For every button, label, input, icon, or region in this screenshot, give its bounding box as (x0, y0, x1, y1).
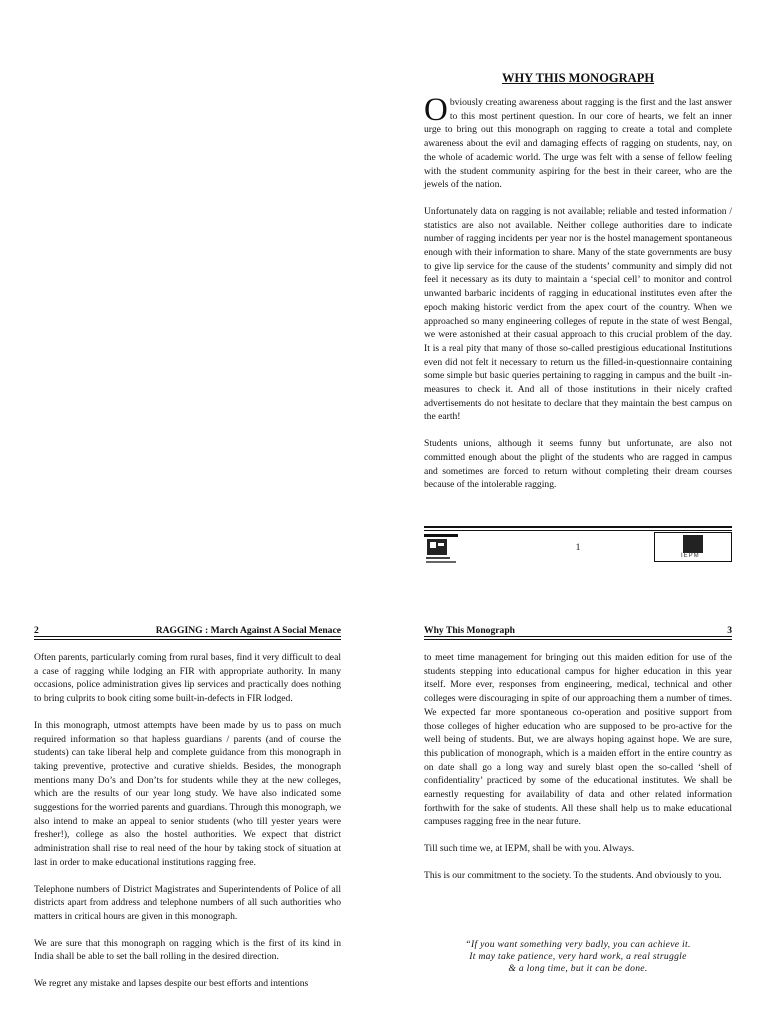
paragraph-first-of-kind: We are sure that this monograph on ragging which is the first of its kind in India shall be able to set the ball rolling in the desired direction. (34, 937, 341, 963)
iepm-emblem-icon (683, 535, 703, 553)
quote-line: “If you want something very badly, you can achieve it. (465, 938, 691, 950)
footer-rule (424, 530, 732, 531)
header-rule (34, 639, 341, 640)
page-3 (424, 618, 732, 1024)
page-footer (424, 526, 732, 564)
page-number: 3 (727, 625, 732, 636)
running-title: RAGGING : March Against A Social Menace (155, 625, 341, 636)
paragraph-regret: We regret any mistake and lapses despite our best efforts and intentions (34, 978, 309, 990)
header-rule (424, 639, 732, 640)
quote-line: & a long time, but it can be done. (508, 962, 648, 974)
quote-line: It may take patience, very hard work, a real struggle (469, 950, 687, 962)
page-1 (424, 60, 732, 570)
iepm-logo-text: IEPM (681, 553, 700, 559)
paragraph-student-unions: Students unions, although it seems funny but unfortunate, are also not committed enough about the plight of the students who are ragged in campus and sometimes are forced to return without completing their dream courses because of the intolerable ragging. (424, 438, 732, 491)
closing-quote (424, 939, 732, 975)
paragraph-iepm-with-you: Till such time we, at IEPM, shall be with you. Always. (424, 843, 635, 855)
page-header (34, 618, 341, 637)
page-number: 2 (34, 625, 39, 636)
page-number: 1 (575, 542, 581, 553)
drop-cap: O (424, 92, 448, 128)
paragraph-intro (424, 92, 732, 192)
running-title: Why This Monograph (424, 625, 515, 636)
iepm-logo (654, 532, 732, 562)
paragraph-telephone-numbers: Telephone numbers of District Magistrates and Superintendents of Police of all districts apart from address and telephone numbers of all such authorities who matters in critical hours are given in this monograph. (34, 883, 341, 922)
page-title: WHY THIS MONOGRAPH (501, 71, 655, 85)
paragraph-intro-text: bviously creating awareness about ragging is the first and the last answer to this most pertinent question. In our core of hearts, we felt an inner urge to bring out this monograph on ragging to create a total and complete awareness about the evil and damaging effects of ragging on students, nay, on the whole of academic world. The urge was felt with a sense of fellow feeling with the student community aspiring for the best in their career, who are the jewels of the nation. (424, 97, 732, 191)
paragraph-parents-fir: Often parents, particularly coming from rural bases, find it very difficult to deal a case of ragging while lodging an FIR with appropriate authority. In many occasions, police administration gives lip services and practically does nothing to bring culprits to book citing some built-in-defects in FIR lodged. (34, 652, 341, 705)
paragraph-commitment: This is our commitment to the society. To the students. And obviously to you. (424, 869, 722, 881)
paragraph-monograph-aims: In this monograph, utmost attempts have been made by us to pass on much required information so that hapless guardians / parents (and of course the students) can take liberal help and complete guidance from this monograph in taking preventive, protective and curative shields. Besides, the monograph mentions many Do’s and Don’ts for students while they at the new colleges, which are the results of our year long study. We have also indicated some suggestions for the worried parents and guardians. Through this monograph, we also intend to make an appeal to senior students (who till yester years were fresher!), college as also the hostel authorities. We expect that district administration shall rise to real need of the hour by taking stock of situation at last in order to make educational institutions ragging free. (34, 719, 341, 868)
paragraph-time-management: to meet time management for bringing out this maiden edition for use of the students stepping into educational campus for higher education in this year itself. More ever, responses from engineering, medical, technical and other colleges were discouraging in spite of our approaching them a number of times. We expected far more spontaneous co-operation and positive support from those colleges of higher education who are supposed to be pro-active for the well being of students. But, we are always hoping against hope. We are sure, this publication of monograph, which is a maiden effort in the entire country as on date shall go a long way and surely blast open the so-called ‘shell of confidentiality’ practiced by some of the educational institutes. We shall be earnestly requesting for availability of data and other related information forthwith for the sake of students. All these shall help us to make educational campuses ragging free in the near future. (424, 652, 732, 828)
paragraph-data-unavailable: Unfortunately data on ragging is not available; reliable and tested information / statistics are also not available. Neither college authorities dare to indicate number of ragging incidents per year nor is the hostel management spontaneous enough with their information to share. Many of the state governments are busy to give lip service for the cause of the students’ community and simply did not feel it necessary as its duty to maintain a ‘special cell’ to monitor and control unwanted barbaric incidents of ragging in educational institutes even after the epoch making historic verdict from the apex court of the country. When we approached so many engineering colleges of repute in the state of west Bengal, we were astonished at their casual approach to this crucial problem of the day. It is a real pity that many of those so-called prestigious educational Institutions even did not felt it necessary to return us the filled-in-questionnaire containing some simple but basic queries pertaining to ragging in campus and the built -in-measures to check it. And all of those institutions in their nicely crafted advertisements do not hesitate to declare that they maintain the best campus on the earth! (424, 205, 732, 423)
page-2 (34, 618, 341, 1024)
page-header (424, 618, 732, 637)
